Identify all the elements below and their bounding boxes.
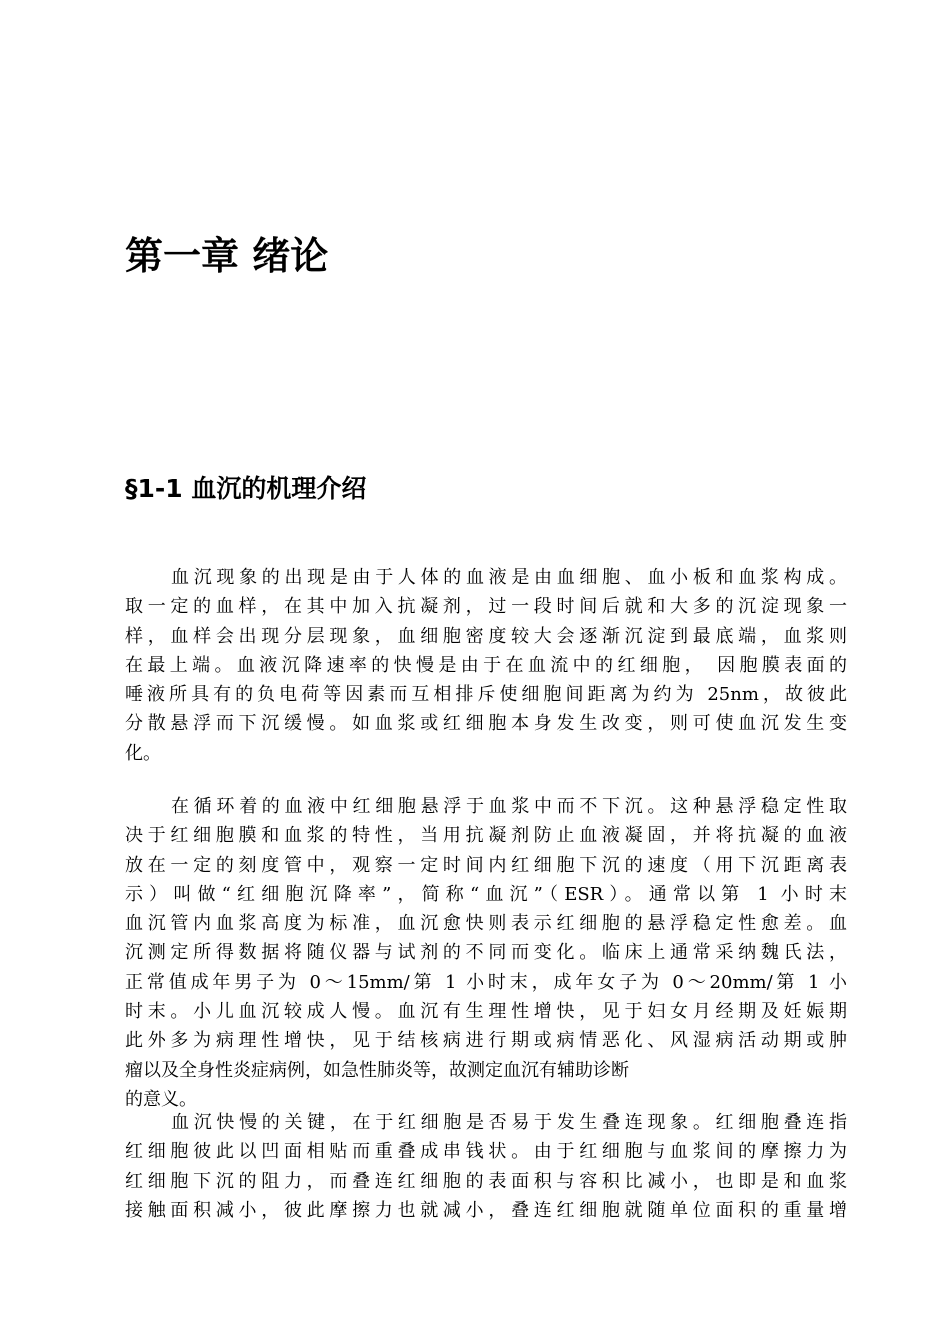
paragraph-line: 瘤以及全身性炎症病例，如急性肺炎等，故测定血沉有辅助诊断 (125, 1059, 629, 1081)
paragraph-line: 红细胞下沉的阻力，而叠连红细胞的表面积与容积比减小，也即是和血浆 (125, 1170, 847, 1192)
chapter-title: 第一章 绪论 (125, 234, 329, 278)
paragraph-line: 血沉快慢的关键，在于红细胞是否易于发生叠连现象。红细胞叠连指 (171, 1112, 847, 1133)
paragraph-2 (125, 792, 847, 1114)
paragraph-line: 血沉管内血浆高度为标准，血沉愈快则表示红细胞的悬浮稳定性愈差。血 (125, 913, 847, 935)
paragraph-1 (125, 563, 847, 768)
paragraph-line: 决于红细胞膜和血浆的特性，当用抗凝剂防止血液凝固，并将抗凝的血液 (125, 825, 847, 847)
paragraph-3 (125, 1108, 847, 1225)
paragraph-line: 沉测定所得数据将随仪器与试剂的不同而变化。临床上通常采纳魏氏法， (125, 942, 847, 964)
section-title: §1-1 血沉的机理介绍 (125, 474, 367, 503)
paragraph-line: 在循环着的血液中红细胞悬浮于血浆中而不下沉。这种悬浮稳定性取 (171, 796, 847, 817)
paragraph-line: 唾液所具有的负电荷等因素而互相排斥使细胞间距离为约为 25nm，故彼此 (125, 684, 847, 706)
paragraph-line: 此外多为病理性增快，见于结核病进行期或病情恶化、风湿病活动期或肿 (125, 1030, 847, 1052)
paragraph-line: 样，血样会出现分层现象，血细胞密度较大会逐渐沉淀到最底端，血浆则 (125, 625, 847, 647)
paragraph-line: 取一定的血样，在其中加入抗凝剂，过一段时间后就和大多的沉淀现象一 (125, 596, 847, 618)
paragraph-line: 示）叫做“红细胞沉降率”，简称“血沉”（ESR）。通常以第 1 小时末 (125, 883, 847, 905)
paragraph-line: 血沉现象的出现是由于人体的血液是由血细胞、血小板和血浆构成。 (171, 567, 847, 588)
paragraph-line: 放在一定的刻度管中，观察一定时间内红细胞下沉的速度（用下沉距离表 (125, 854, 847, 876)
paragraph-line: 红细胞彼此以凹面相贴而重叠成串钱状。由于红细胞与血浆间的摩擦力为 (125, 1141, 847, 1163)
paragraph-line: 分散悬浮而下沉缓慢。如血浆或红细胞本身发生改变，则可使血沉发生变 (125, 713, 847, 735)
paragraph-line: 接触面积减小，彼此摩擦力也就减小，叠连红细胞就随单位面积的重量增 (125, 1199, 847, 1221)
paragraph-line: 化。 (125, 742, 161, 764)
paragraph-line: 的意义。 (125, 1088, 197, 1110)
paragraph-line: 正常值成年男子为 0～15mm/第 1 小时末，成年女子为 0～20mm/第 1 小 (125, 971, 847, 993)
paragraph-line: 在最上端。血液沉降速率的快慢是由于在血流中的红细胞， 因胞膜表面的 (125, 654, 847, 676)
paragraph-line: 时末。小儿血沉较成人慢。血沉有生理性增快，见于妇女月经期及妊娠期 (125, 1001, 847, 1023)
